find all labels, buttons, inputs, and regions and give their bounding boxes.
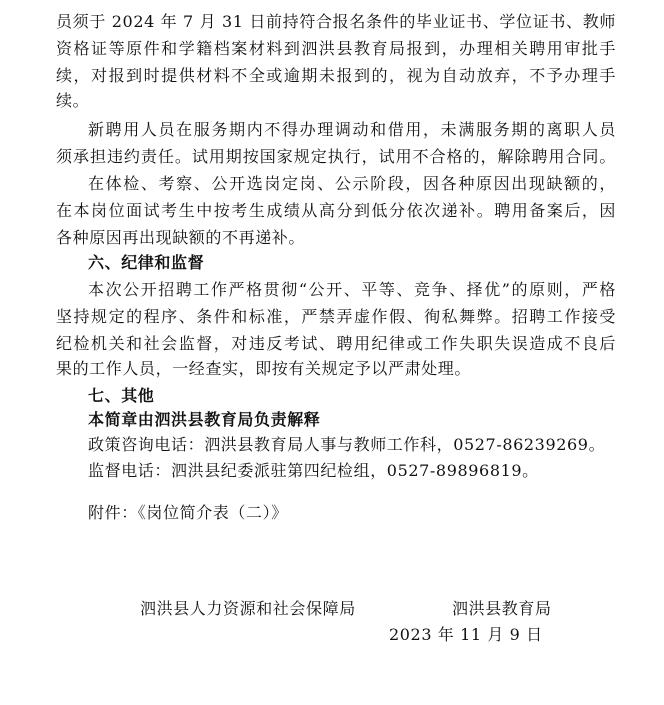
- paragraph-line: 各种原因再出现缺额的不再递补。: [56, 228, 306, 247]
- policy-phone: 政策咨询电话：泗洪县教育局人事与教师工作科，0527-86239269。: [88, 435, 606, 454]
- paragraph-line: 新聘用人员在服务期内不得办理调动和借用，未满服务期的离职人员: [88, 120, 616, 139]
- signatory-hrss: 泗洪县人力资源和社会保障局: [140, 599, 356, 618]
- paragraph-line: 纪检机关和社会监督，对违反考试、聘用纪律或工作失职失误造成不良后: [56, 334, 616, 353]
- paragraph-line: 须承担违约责任。试用期按国家规定执行，试用不合格的，解除聘用合同。: [56, 147, 616, 166]
- paragraph-line: 坚持规定的程序、条件和标准，严禁弄虚作假、徇私舞弊。招聘工作接受: [56, 307, 616, 326]
- paragraph-line: 续，对报到时提供材料不全或逾期未报到的，视为自动放弃，不予办理手: [56, 66, 616, 85]
- signatory-education-bureau: 泗洪县教育局: [452, 599, 552, 618]
- paragraph-line: 本次公开招聘工作严格贯彻“公开、平等、竞争、择优”的原则，严格: [88, 280, 616, 299]
- paragraph-line: 员须于 2024 年 7 月 31 日前持符合报名条件的毕业证书、学位证书、教师: [56, 12, 616, 31]
- section-heading: 六、纪律和监督: [88, 253, 205, 272]
- paragraph-line: 果的工作人员，一经查实，即按有关规定予以严肃处理。: [56, 359, 472, 378]
- paragraph-line: 在体检、考察、公开选岗定岗、公示阶段，因各种原因出现缺额的，: [88, 174, 616, 193]
- interpretation-note: 本简章由泗洪县教育局负责解释: [88, 410, 321, 429]
- supervision-phone: 监督电话：泗洪县纪委派驻第四纪检组，0527-89896819。: [88, 461, 539, 480]
- paragraph-line: 续。: [56, 91, 90, 110]
- paragraph-line: 资格证等原件和学籍档案材料到泗洪县教育局报到，办理相关聘用审批手: [56, 39, 616, 58]
- attachment-note: 附件：《岗位简介表（二）》: [88, 503, 288, 522]
- issue-date: 2023 年 11 月 9 日: [389, 625, 543, 644]
- paragraph-line: 在本岗位面试考生中按考生成绩从高分到低分依次递补。聘用备案后，因: [56, 201, 616, 220]
- section-heading: 七、其他: [88, 386, 155, 405]
